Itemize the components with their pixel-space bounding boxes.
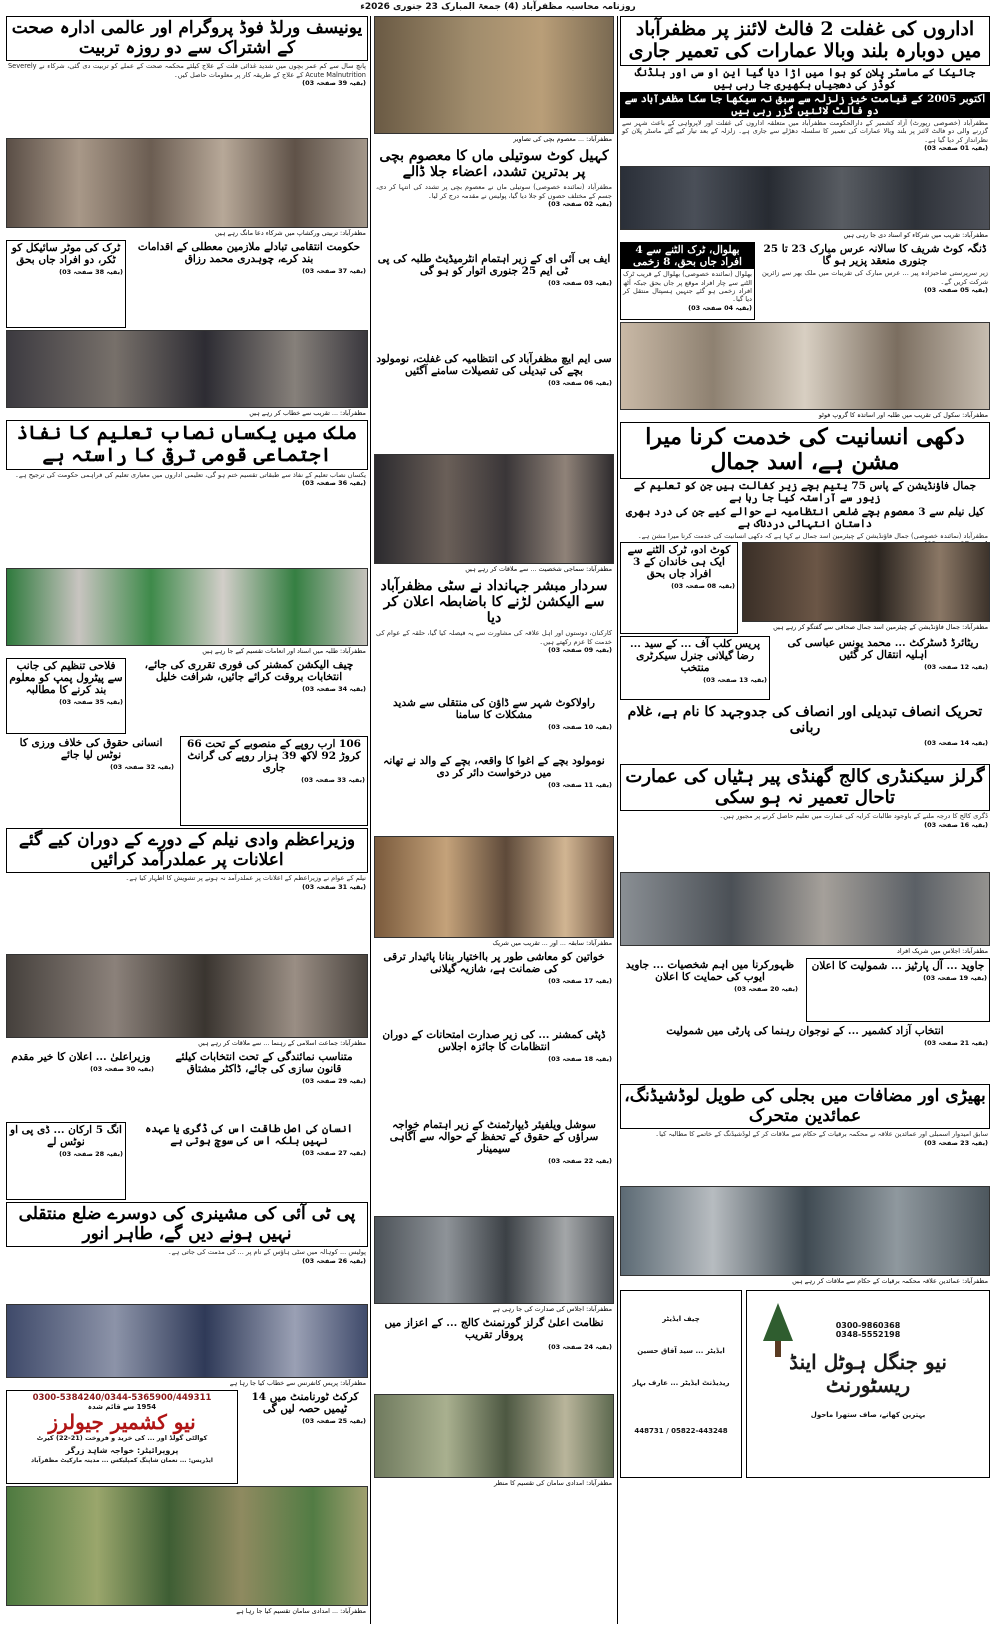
ad-phone: 0300-9860368 bbox=[835, 1321, 901, 1330]
story-cricket: کرکٹ ٹورنامنٹ میں 14 ٹیمیں حصہ لیں گی (بقیہ 25 صفحہ 03) bbox=[251, 1391, 366, 1426]
photo-caption: مظفرآباد: ... امدادی سامان تقسیم کیا جا رہا ہے bbox=[6, 1606, 368, 1616]
photo-caption: مظفرآباد: سماجی شخصیت ... سے ملاقات کر رہے ہیں bbox=[374, 564, 614, 574]
photo-meeting bbox=[620, 872, 990, 946]
story-pair-thinking: انگ 5 ارکان ... ڈی پی او نوٹس لے (بقیہ 28 صفحہ 03) انسان کی اصل طاقت اس کی ڈگری یا عہدہ نہیں بلکہ اس کی سوچ ہوتی ہے (بقیہ 27 صفحہ 03) bbox=[6, 1122, 368, 1200]
story-mubashir-jahandad: سردار مبشر جہانداد نے سٹی مظفرآباد سے الیکشن لڑنے کا باضابطہ اعلان کر دیا کارکنان، دوستوں اور اہل علاقہ کی مشاورت سے یہ فیصلہ کیا گیا، حلقہ کے عوام کی خدمت کا عزم رکھتے ہیں۔ (بقیہ 09 صفحہ 03) bbox=[376, 578, 612, 655]
story-exam-meeting: ڈپٹی کمشنر ... کی زیر صدارت امتحانات کے دوران انتظامات کا جائزہ اجلاس (بقیہ 18 صفحہ 03) bbox=[382, 1029, 612, 1064]
story-pair-proportional: وزیراعلیٰ ... اعلان کا خیر مقدم (بقیہ 30 صفحہ 03) متناسب نمائندگی کے تحت انتخابات کیلئے قانون سازی کی جائے، ڈاکٹر مشتاق (بقیہ 29 صفحہ 03) bbox=[11, 1051, 366, 1086]
story-body: مظفرآباد (خصوصی رپورٹ) آزاد کشمیر کے دارالحکومت مظفرآباد میں متعلقہ اداروں کی غفلت اور لاپرواہی کے باعث شہر سے گزرنے والی دو فالٹ لائنز پر بلند وبالا عمارات کی تعمیر کا سلسلہ دھڑلے سے جاری ہے۔ زلزلہ کے بعد تیار کیے گئے ماسٹر پلان کو نظرانداز کر دیا گیا ہے۔ (بقیہ 01 صفحہ 03) bbox=[622, 118, 988, 153]
story-urs: ڈنگہ کوٹ شریف کا سالانہ عرس مبارک 23 تا 25 جنوری منعقد پزیر ہو گا زیر سرپرستی صاحبزادہ پیر ... عرس مبارک کی تقریبات میں ملک بھر سے زائرین شرکت کریں گے۔ (بقیہ 05 صفحہ 03) bbox=[762, 243, 988, 294]
story-fault-lines bbox=[620, 16, 990, 164]
newspaper-page bbox=[6, 0, 990, 1628]
ad-phone: 0348-5552198 bbox=[835, 1330, 901, 1339]
story-women-empowerment: خواتین کو معاشی طور پر بااختیار بنانا پائیدار ترقی کی ضمانت ہے، شازیہ گیلانی (بقیہ 17 صفحہ 03) bbox=[383, 951, 612, 986]
ad-editorial-box: چیف ایڈیٹر ایڈیٹر ... سید آفاق حسین ریذیڈنٹ ایڈیٹر ... عارف بہار 05822-443248 / 448731 bbox=[620, 1290, 742, 1478]
story-uniform-curriculum: ملک میں یکساں نصاب تعلیم کا نفاذ اجتماعی قومی ترقی کا راستہ ہے یکساں نصاب تعلیم کے نفاذ سے طبقاتی تقسیم ختم ہو گی، تعلیمی اداروں میں معیاری تعلیم کی فراہمی حکومت کی ترجیح ہے۔ (بقیہ 36 صفحہ 03) bbox=[6, 420, 368, 566]
story-stepmother-abuse: کہیل کوٹ سوتیلی ماں کا معصوم بچی پر بدترین تشدد، اعضاء جلا ڈالے مظفرآباد (نمائندہ خصوصی) سوتیلی ماں نے معصوم بچی پر تشدد کی انتہا کر دی، جسم کے مختلف حصوں کو جلا دیا گیا، پولیس نے مقدمہ درج کر لیا۔ (بقیہ 02 صفحہ 03) bbox=[376, 148, 612, 208]
column-divider bbox=[617, 16, 618, 1624]
ad-jewellers-name: نیو کشمیر جیولرز bbox=[48, 1410, 196, 1434]
story-pair-accident-urs bbox=[620, 242, 990, 320]
story-joining: انتخاب آزاد کشمیر ... کے نوجوان رہنما کی پارٹی میں شمولیت (بقیہ 21 صفحہ 03) bbox=[666, 1025, 988, 1048]
headline-press-club: پریس کلب آف ... کے سید ... رضا گیلانی جنرل سیکرٹری منتخب bbox=[629, 638, 761, 675]
photo-caption: مظفرآباد: تربیتی ورکشاپ میں شرکاء دعا مانگ رہے ہیں bbox=[6, 228, 368, 238]
story-pair-transfers: ٹرک کی موٹر سائیکل کو ٹکر، دو افراد جاں بحق (بقیہ 38 صفحہ 03) حکومت انتقامی تبادلے ملازمین معطلی کے اقدامات بند کرے، چوہدری محمد رزاق (بقیہ 37 صفحہ 03) bbox=[6, 240, 368, 328]
story-neelum-announcements: وزیراعظم وادی نیلم کے دورے کے دوران کیے گئے اعلانات پر عملدرآمد کرائیں نیلم کے عوام نے وزیراعظم کے اعلانات پر عملدرآمد نہ ہونے پر تشویش کا اظہار کیا ہے۔ (بقیہ 31 صفحہ 03) bbox=[6, 828, 368, 952]
subhead: جائیکا کے ماسٹر پلان کو ہوا میں اڑا دیا گیا این او سی اور بلڈنگ کوڈز کی دھجیاں بکھیری جا رہی ہیں bbox=[634, 66, 976, 91]
story-cmh: سی ایم ایچ مظفرآباد کی انتظامیہ کی غفلت، نومولود بچے کی تبدیلی کی تفصیلات سامنے آگئیں (بقیہ 06 صفحہ 03) bbox=[376, 353, 612, 388]
headline-obituary: ریٹائرڈ ڈسٹرکٹ ... محمد یونس عباسی کی اہلیہ انتقال کر گئیں bbox=[787, 637, 979, 662]
photo-conference bbox=[374, 1216, 614, 1304]
story-unicef-training: یونیسف ورلڈ فوڈ پروگرام اور عالمی ادارہ صحت کے اشتراک سے دو روزہ تربیت پانچ سال سے کم عمر بچوں میں شدید غذائی قلت کے علاج کیلئے محکمہ صحت کے عملے کو تربیت دی گئی، شرکاء نے Severely Acute Malnutrition کے علاج کے طریقہ کار پر معلومات حاصل کیں۔ (بقیہ 39 صفحہ 03) bbox=[8, 18, 366, 87]
photo-victim bbox=[374, 16, 614, 134]
story-pair-election: فلاحی تنظیم کی جانب سے پیٹرول پمپ کو معلوم بند کرنے کا مطالبہ (بقیہ 35 صفحہ 03) چیف الیکشن کمشنر کی فوری تقرری کی جائے، انتخابات بروقت کرائے جائیں، شرافت خلیل (بقیہ 34 صفحہ 03) bbox=[6, 658, 368, 734]
story-pair-support: ظہورکرنا میں اہم شخصیات ... جاوید ایوب کی حمایت کا اعلان (بقیہ 20 صفحہ 03) جاوید ... آل پارٹیز ... شمولیت کا اعلان (بقیہ 19 صفحہ 03) bbox=[620, 958, 990, 1022]
photo-caption: مظفرآباد: جماعت اسلامی کے رہنما ... سے ملاقات کر رہے ہیں bbox=[6, 1038, 368, 1048]
story-social-welfare: سوشل ویلفیئر ڈیپارٹمنٹ کے زیر اہتمام خواجہ سراؤں کے حقوق کے تحفظ کے حوالہ سے آگاہی سیمینار (بقیہ 22 صفحہ 03) bbox=[389, 1119, 612, 1166]
photo-jamaat-meeting bbox=[6, 954, 368, 1038]
story-pti: تحریک انصاف تبدیلی اور انصاف کی جدوجہد کا نام ہے، غلام ربانی (بقیہ 14 صفحہ 03) bbox=[627, 704, 988, 748]
photo-caption: مظفرآباد: تقریب میں شرکاء کو اسناد دی جا رہی ہیں bbox=[620, 230, 990, 240]
story-truck-accident: بھلوال، ٹرک الٹنے سے 4 افراد جاں بحق، 8 زخمی بھلوال (نمائندہ خصوصی) بھلوال کے قریب ٹرک الٹنے سے چار افراد موقع پر جاں بحق جبکہ آٹھ افراد زخمی ہو گئے جنہیں ہسپتال منتقل کر دیا گیا۔ (بقیہ 04 صفحہ 03) bbox=[620, 242, 755, 320]
story-pair-grant: انسانی حقوق کی خلاف ورزی کا نوٹس لیا جائے (بقیہ 32 صفحہ 03) 106 ارب روپے کے منصوبے کے تحت 66 کروڑ 92 لاکھ 39 ہزار روپے کی گرانٹ جاری (بقیہ 33 صفحہ 03) bbox=[6, 736, 368, 826]
story-rawalakot: راولاکوٹ شہر سے ڈاؤن کی منتقلی سے شدید مشکلات کا سامنا (بقیہ 10 صفحہ 03) bbox=[393, 697, 612, 732]
ad-phone: 05822-443248 / 448731 bbox=[634, 1427, 728, 1435]
photo-caption: مظفرآباد: سابقہ ... اور ... تقریب میں شریک bbox=[374, 938, 614, 948]
photo-speech bbox=[6, 330, 368, 408]
photo-relief bbox=[6, 1486, 368, 1606]
photo-caption: مظفرآباد: طلبہ میں اسناد اور انعامات تقسیم کیے جا رہے ہیں bbox=[6, 646, 368, 656]
ad-phone: 0300-5384240/0344-5365900/449311 bbox=[32, 1393, 212, 1403]
story-girls-college: گرلز سیکنڈری کالج گھنڈی پیر ہٹیاں کی عمارت تاحال تعمیر نہ ہو سکی ڈگری کالج کا درجہ ملنے کے باوجود طالبات کرایہ کی عمارت میں تعلیم حاصل کرنے پر مجبور ہیں۔ (بقیہ 16 صفحہ 03) bbox=[620, 764, 990, 870]
story-loadshedding: بھیڑی اور مضافات میں بجلی کی طویل لوڈشیڈنگ، عمائدین متحرک سابق امیدوار اسمبلی اور عمائدین علاقہ نے محکمہ برقیات کے حکام سے ملاقات کر کے لوڈشیڈنگ کے خاتمے کا مطالبہ کیا۔ (بقیہ 23 صفحہ 03) bbox=[620, 1084, 990, 1184]
photo-caption: مظفرآباد: عمائدین علاقہ محکمہ برقیات کے حکام سے ملاقات کر رہے ہیں bbox=[620, 1276, 990, 1286]
story-infant-abduction: نومولود بچے کے اغوا کا واقعہ، بچے کے والد نے تھانہ میں درخواست دائر کر دی (بقیہ 11 صفحہ 03) bbox=[383, 755, 612, 790]
story-machinery: پی ٹی آئی کی مشینری کی دوسرے ضلع منتقلی نہیں ہونے دیں گے، طاہر انور پولیس ... کوہالہ میں سٹی ہاؤس کے نام پر ... کی مذمت کی جاتی ہے۔ (بقیہ 26 صفحہ 03) bbox=[6, 1202, 368, 1302]
photo-caption: مظفرآباد: سکول کی تقریب میں طلبہ اور اساتذہ کا گروپ فوٹو bbox=[620, 410, 990, 420]
photo-caption: مظفرآباد: پریس کانفرنس سے خطاب کیا جا رہا ہے bbox=[6, 1378, 368, 1388]
photo-caption: مظفرآباد: ... تقریب سے خطاب کر رہے ہیں bbox=[6, 408, 368, 418]
ad-hotel-name: نیو جنگل ہوٹل اینڈ ریسٹورنٹ bbox=[789, 1350, 947, 1397]
photo-press-conference bbox=[6, 1304, 368, 1378]
story-asad-jamal: دکھی انسانیت کی خدمت کرنا میرا مشن ہے، اسد جمال جمال فاؤنڈیشن کے پاس 75 یتیم بچے زیر کفالت ہیں جن کو تعلیم کے زیور سے آراستہ کیا جا رہا ہے کیل نیلم سے 3 معصوم بچے ضلعی انتظامیہ نے حوالے کیے جن کی درد بھری داستان انتہائی دردناک ہے مظفرآباد (نمائندہ خصوصی) جمال فاؤنڈیشن کے چیئرمین اسد جمال نے کہا ہے کہ دکھی انسانیت کی خدمت کرنا میرا مشن ہے۔ bbox=[620, 422, 990, 542]
ad-jewellers: 0300-5384240/0344-5365900/449311 1954 سے قائم شدہ نیو کشمیر جیولرز کوالٹی گولڈ اور ... کی خرید و فروخت (21-22) کیرٹ پروپرائیٹر: خواجہ شاہد زرگر ایڈریس: ... نعمان شاپنگ کمپلیکس ... مدینہ مارکیٹ مظفرآباد bbox=[6, 1390, 238, 1484]
story-girls-college-ceremony: نظامت اعلیٰ گرلز گورنمنٹ کالج ... کے اعزاز میں پروقار تقریب (بقیہ 24 صفحہ 03) bbox=[384, 1317, 612, 1352]
photo-event bbox=[374, 836, 614, 938]
photo-caption: مظفرآباد: اجلاس کی صدارت کی جا رہی ہے bbox=[374, 1304, 614, 1314]
ad-hotel: 0300-9860368 0348-5552198 نیو جنگل ہوٹل اینڈ ریسٹورنٹ بہترین کھانے، صاف ستھرا ماحول bbox=[746, 1290, 990, 1478]
photo-caption: مظفرآباد: جمال فاؤنڈیشن کے چیئرمین اسد جمال صحافی سے گفتگو کر رہے ہیں bbox=[742, 622, 990, 632]
photo-meeting-two bbox=[374, 454, 614, 564]
kicker: اکتوبر 2005 کے قیامت خیز زلزلہ سے سبق نہ سیکھا جا سکا مظفرآباد سے دو فالٹ لائنیں گزر رہی ہیں bbox=[620, 92, 990, 118]
photo-awards bbox=[6, 568, 368, 646]
photo-officials bbox=[620, 1186, 990, 1276]
story-pair-press-club: پریس کلب آف ... کے سید ... رضا گیلانی جنرل سیکرٹری منتخب (بقیہ 13 صفحہ 03) ریٹائرڈ ڈسٹرکٹ ... محمد یونس عباسی کی اہلیہ انتقال کر گئیں (بقیہ 12 صفحہ 03) bbox=[620, 636, 990, 700]
photo-distribution bbox=[374, 1394, 614, 1478]
photo-caption: مظفرآباد: اجلاس میں شریک افراد bbox=[620, 946, 990, 956]
masthead: روزنامہ محاسبہ مظفرآباد (4) جمعۃ المبارک 23 جنوری 2026ء bbox=[360, 2, 636, 12]
photo-training bbox=[6, 138, 368, 228]
photo-school-group bbox=[620, 322, 990, 410]
photo-ceremony bbox=[620, 166, 990, 230]
headline: اداروں کی غفلت 2 فالٹ لائنز پر مظفرآباد میں دوبارہ بلند وبالا عمارات کی تعمیر جاری bbox=[620, 16, 990, 66]
photo-asad-jamal bbox=[742, 542, 990, 622]
story-kot-addu: کوٹ ادو، ٹرک الٹنے سے ایک ہی خاندان کے 3 افراد جاں بحق (بقیہ 08 صفحہ 03) bbox=[620, 542, 738, 634]
photo-caption: مظفرآباد: امدادی سامان کی تقسیم کا منظر bbox=[374, 1478, 614, 1488]
story-ptm: ایف بی آئی ای کے زیر اہتمام انٹرمیڈیٹ طلبہ کی پی ٹی ایم 25 جنوری اتوار کو ہو گی (بقیہ 03 صفحہ 03) bbox=[377, 253, 612, 288]
headline: دکھی انسانیت کی خدمت کرنا میرا مشن ہے، اسد جمال bbox=[620, 422, 990, 479]
column-divider bbox=[370, 16, 371, 1624]
tree-icon bbox=[761, 1301, 795, 1361]
photo-caption: مظفرآباد: ... معصوم بچی کی تصاویر bbox=[374, 134, 614, 144]
